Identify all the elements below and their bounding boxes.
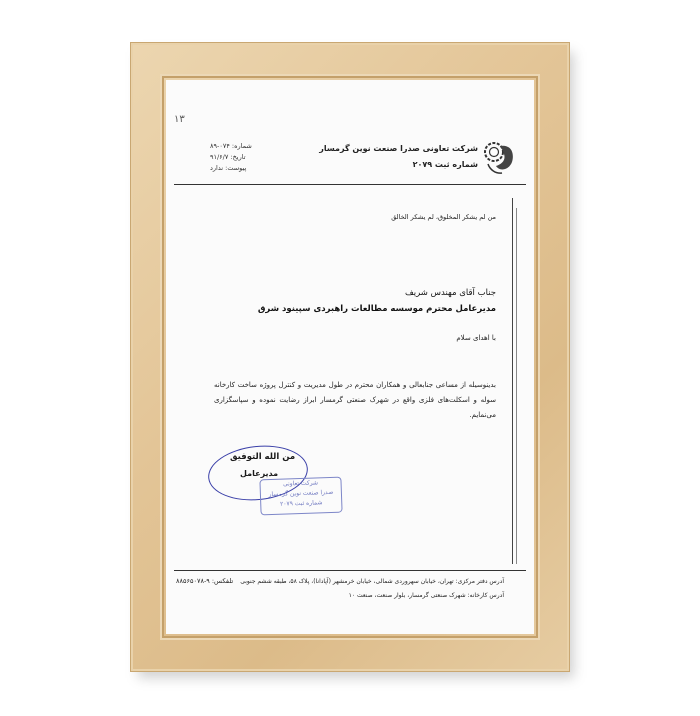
margin-line-inner [516, 208, 517, 564]
page-number: ۱۳ [174, 114, 185, 125]
factory-address: آدرس کارخانه: شهرک صنعتی گرمسار، بلوار صنعت، صنعت ۱۰ [348, 592, 504, 599]
letter-attachment: پیوست: ندارد [210, 164, 247, 172]
salutation: با اهدای سلام [456, 334, 496, 342]
letter-document [166, 80, 534, 634]
letter-body: بدینوسیله از مساعی جنابعالی و همکاران محترم در طول مدیریت و کنترل پروژه ساخت کارخانه سوله و اسکلت‌های فلزی واقع در شهرک صنعتی گرمسار ابراز رضایت نموده و سپاسگزاری می‌نمایم. [214, 381, 496, 419]
letter-date: تاریخ: ۹۱/۶/۷ [210, 153, 246, 161]
office-address: آدرس دفتر مرکزی: تهران، خیابان سهروردی شمالی، خیابان خرمشهر (آپادانا)، پلاک ۵۸، طبقه ششم جنوبی [240, 578, 504, 585]
footer-divider [174, 570, 526, 571]
addressee-title: مدیرعامل محترم موسسه مطالعات راهبردی سپینود شرق [257, 304, 496, 314]
stamp-line-3: شماره ثبت ۲۰۷۹ [279, 499, 323, 508]
phone-fax: تلفکس: ۹-۸۸۵۶۵۰۷۸ [176, 577, 234, 585]
margin-line [512, 198, 513, 564]
signatory-title: مدیرعامل [240, 469, 279, 478]
stamp-line-2: صدرا صنعت نوین گرمسار [268, 488, 334, 499]
letter-number: شماره: ۰۷۴-۸۹ [210, 142, 252, 150]
company-logo-icon [482, 138, 516, 178]
opening-quote: من لم یشکر المخلوق، لم یشکر الخالق [391, 213, 496, 221]
stamp-line-1: شرکت تعاونی [282, 479, 319, 488]
header-divider [174, 184, 526, 185]
company-name: شرکت تعاونی صدرا صنعت نوین گرمسار [319, 144, 478, 153]
company-stamp [259, 477, 342, 516]
closing-phrase: من الله التوفیق [230, 452, 296, 462]
addressee-name: جناب آقای مهندس شریف [404, 288, 496, 298]
registration-number: شماره ثبت ۲۰۷۹ [412, 160, 478, 169]
